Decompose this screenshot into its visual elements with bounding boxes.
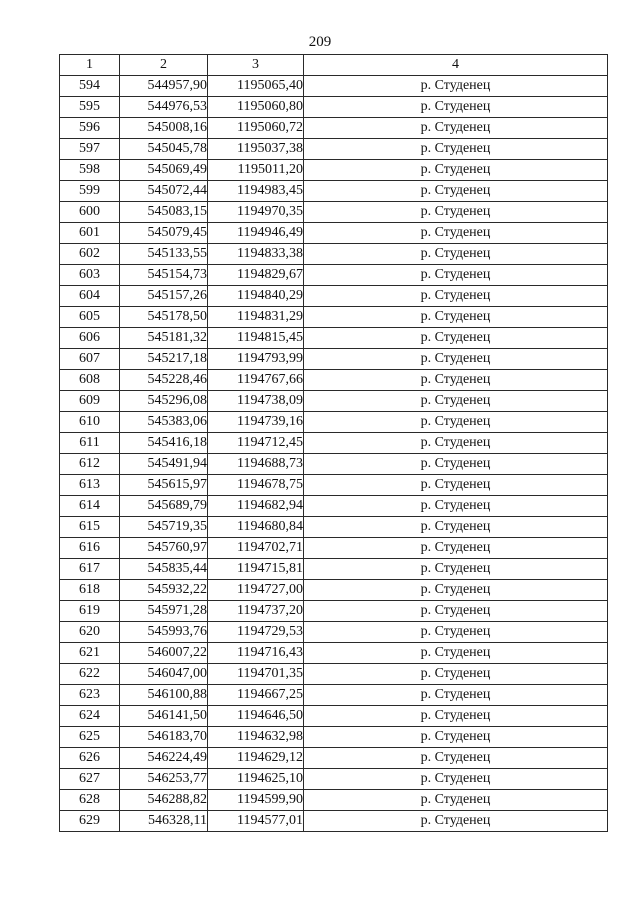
table-row — [60, 811, 608, 832]
y-coordinate-cell: 1194737,20 — [208, 601, 304, 622]
y-coordinate-cell: 1195060,72 — [208, 118, 304, 139]
x-coordinate-cell: 545157,26 — [120, 286, 208, 307]
object-name-cell: р. Студенец — [304, 706, 608, 727]
object-name-cell: р. Студенец — [304, 475, 608, 496]
table-body — [60, 76, 608, 832]
table-row — [60, 496, 608, 517]
object-name-cell: р. Студенец — [304, 286, 608, 307]
table-row — [60, 139, 608, 160]
table-row — [60, 328, 608, 349]
point-number-cell: 614 — [60, 496, 120, 517]
object-name-cell: р. Студенец — [304, 643, 608, 664]
x-coordinate-cell: 545760,97 — [120, 538, 208, 559]
table-row — [60, 559, 608, 580]
point-number-cell: 622 — [60, 664, 120, 685]
point-number-cell: 623 — [60, 685, 120, 706]
point-number-cell: 621 — [60, 643, 120, 664]
point-number-cell: 609 — [60, 391, 120, 412]
y-coordinate-cell: 1194577,01 — [208, 811, 304, 832]
y-coordinate-cell: 1194629,12 — [208, 748, 304, 769]
point-number-cell: 619 — [60, 601, 120, 622]
y-coordinate-cell: 1194767,66 — [208, 370, 304, 391]
object-name-cell: р. Студенец — [304, 76, 608, 97]
point-number-cell: 612 — [60, 454, 120, 475]
y-coordinate-cell: 1194702,71 — [208, 538, 304, 559]
object-name-cell: р. Студенец — [304, 811, 608, 832]
point-number-cell: 628 — [60, 790, 120, 811]
table-row — [60, 580, 608, 601]
object-name-cell: р. Студенец — [304, 391, 608, 412]
table-row — [60, 286, 608, 307]
object-name-cell: р. Студенец — [304, 97, 608, 118]
y-coordinate-cell: 1195060,80 — [208, 97, 304, 118]
x-coordinate-cell: 545181,32 — [120, 328, 208, 349]
object-name-cell: р. Студенец — [304, 370, 608, 391]
table-row — [60, 517, 608, 538]
y-coordinate-cell: 1194680,84 — [208, 517, 304, 538]
y-coordinate-cell: 1194831,29 — [208, 307, 304, 328]
page-number: 209 — [308, 34, 332, 50]
point-number-cell: 594 — [60, 76, 120, 97]
y-coordinate-cell: 1194712,45 — [208, 433, 304, 454]
x-coordinate-cell: 544957,90 — [120, 76, 208, 97]
y-coordinate-cell: 1194970,35 — [208, 202, 304, 223]
object-name-cell: р. Студенец — [304, 685, 608, 706]
x-coordinate-cell: 546007,22 — [120, 643, 208, 664]
y-coordinate-cell: 1195065,40 — [208, 76, 304, 97]
x-coordinate-cell: 545083,15 — [120, 202, 208, 223]
y-coordinate-cell: 1194738,09 — [208, 391, 304, 412]
table-row — [60, 202, 608, 223]
object-name-cell: р. Студенец — [304, 202, 608, 223]
x-coordinate-cell: 545491,94 — [120, 454, 208, 475]
x-coordinate-cell: 545133,55 — [120, 244, 208, 265]
table-row — [60, 265, 608, 286]
table-row — [60, 370, 608, 391]
x-coordinate-cell: 545228,46 — [120, 370, 208, 391]
table-row — [60, 97, 608, 118]
x-coordinate-cell: 545993,76 — [120, 622, 208, 643]
table-row — [60, 412, 608, 433]
point-number-cell: 625 — [60, 727, 120, 748]
table-row — [60, 433, 608, 454]
point-number-cell: 601 — [60, 223, 120, 244]
table-row — [60, 76, 608, 97]
y-coordinate-cell: 1194815,45 — [208, 328, 304, 349]
table-row — [60, 601, 608, 622]
object-name-cell: р. Студенец — [304, 328, 608, 349]
point-number-cell: 618 — [60, 580, 120, 601]
table-header-row — [60, 55, 608, 76]
y-coordinate-cell: 1194678,75 — [208, 475, 304, 496]
y-coordinate-cell: 1194682,94 — [208, 496, 304, 517]
x-coordinate-cell: 546253,77 — [120, 769, 208, 790]
y-coordinate-cell: 1194599,90 — [208, 790, 304, 811]
y-coordinate-cell: 1194701,35 — [208, 664, 304, 685]
y-coordinate-cell: 1194829,67 — [208, 265, 304, 286]
object-name-cell: р. Студенец — [304, 265, 608, 286]
point-number-cell: 615 — [60, 517, 120, 538]
x-coordinate-cell: 545416,18 — [120, 433, 208, 454]
point-number-cell: 599 — [60, 181, 120, 202]
object-name-cell: р. Студенец — [304, 181, 608, 202]
point-number-cell: 620 — [60, 622, 120, 643]
y-coordinate-cell: 1194716,43 — [208, 643, 304, 664]
x-coordinate-cell: 545835,44 — [120, 559, 208, 580]
x-coordinate-cell: 545719,35 — [120, 517, 208, 538]
object-name-cell: р. Студенец — [304, 433, 608, 454]
point-number-cell: 607 — [60, 349, 120, 370]
x-coordinate-cell: 545615,97 — [120, 475, 208, 496]
table-row — [60, 643, 608, 664]
y-coordinate-cell: 1194688,73 — [208, 454, 304, 475]
point-number-cell: 603 — [60, 265, 120, 286]
point-number-cell: 605 — [60, 307, 120, 328]
y-coordinate-cell: 1194946,49 — [208, 223, 304, 244]
point-number-cell: 596 — [60, 118, 120, 139]
y-coordinate-cell: 1194833,38 — [208, 244, 304, 265]
point-number-cell: 611 — [60, 433, 120, 454]
table-row — [60, 622, 608, 643]
object-name-cell: р. Студенец — [304, 559, 608, 580]
x-coordinate-cell: 545154,73 — [120, 265, 208, 286]
column-header-3: 3 — [208, 55, 304, 76]
column-header-2: 2 — [120, 55, 208, 76]
point-number-cell: 602 — [60, 244, 120, 265]
x-coordinate-cell: 545079,45 — [120, 223, 208, 244]
x-coordinate-cell: 546141,50 — [120, 706, 208, 727]
x-coordinate-cell: 545296,08 — [120, 391, 208, 412]
table-row — [60, 475, 608, 496]
x-coordinate-cell: 545932,22 — [120, 580, 208, 601]
y-coordinate-cell: 1194625,10 — [208, 769, 304, 790]
y-coordinate-cell: 1194983,45 — [208, 181, 304, 202]
x-coordinate-cell: 546183,70 — [120, 727, 208, 748]
point-number-cell: 608 — [60, 370, 120, 391]
point-number-cell: 629 — [60, 811, 120, 832]
object-name-cell: р. Студенец — [304, 118, 608, 139]
object-name-cell: р. Студенец — [304, 664, 608, 685]
x-coordinate-cell: 545383,06 — [120, 412, 208, 433]
point-number-cell: 626 — [60, 748, 120, 769]
table-row — [60, 790, 608, 811]
object-name-cell: р. Студенец — [304, 517, 608, 538]
table-row — [60, 223, 608, 244]
table-row — [60, 727, 608, 748]
y-coordinate-cell: 1194667,25 — [208, 685, 304, 706]
table-row — [60, 160, 608, 181]
table-row — [60, 307, 608, 328]
x-coordinate-cell: 545072,44 — [120, 181, 208, 202]
point-number-cell: 613 — [60, 475, 120, 496]
y-coordinate-cell: 1194632,98 — [208, 727, 304, 748]
x-coordinate-cell: 545008,16 — [120, 118, 208, 139]
column-header-1: 1 — [60, 55, 120, 76]
y-coordinate-cell: 1195037,38 — [208, 139, 304, 160]
point-number-cell: 595 — [60, 97, 120, 118]
y-coordinate-cell: 1195011,20 — [208, 160, 304, 181]
table-row — [60, 181, 608, 202]
point-number-cell: 617 — [60, 559, 120, 580]
x-coordinate-cell: 546224,49 — [120, 748, 208, 769]
table-row — [60, 685, 608, 706]
x-coordinate-cell: 546288,82 — [120, 790, 208, 811]
point-number-cell: 600 — [60, 202, 120, 223]
object-name-cell: р. Студенец — [304, 496, 608, 517]
point-number-cell: 627 — [60, 769, 120, 790]
point-number-cell: 604 — [60, 286, 120, 307]
object-name-cell: р. Студенец — [304, 622, 608, 643]
object-name-cell: р. Студенец — [304, 454, 608, 475]
object-name-cell: р. Студенец — [304, 727, 608, 748]
point-number-cell: 598 — [60, 160, 120, 181]
object-name-cell: р. Студенец — [304, 601, 608, 622]
point-number-cell: 597 — [60, 139, 120, 160]
table-row — [60, 349, 608, 370]
x-coordinate-cell: 545217,18 — [120, 349, 208, 370]
y-coordinate-cell: 1194727,00 — [208, 580, 304, 601]
y-coordinate-cell: 1194729,53 — [208, 622, 304, 643]
object-name-cell: р. Студенец — [304, 160, 608, 181]
y-coordinate-cell: 1194739,16 — [208, 412, 304, 433]
x-coordinate-cell: 545971,28 — [120, 601, 208, 622]
table-row — [60, 664, 608, 685]
x-coordinate-cell: 545178,50 — [120, 307, 208, 328]
object-name-cell: р. Студенец — [304, 223, 608, 244]
object-name-cell: р. Студенец — [304, 790, 608, 811]
point-number-cell: 606 — [60, 328, 120, 349]
table-row — [60, 769, 608, 790]
x-coordinate-cell: 546100,88 — [120, 685, 208, 706]
coordinates-table — [59, 54, 608, 832]
y-coordinate-cell: 1194646,50 — [208, 706, 304, 727]
table-row — [60, 538, 608, 559]
point-number-cell: 624 — [60, 706, 120, 727]
x-coordinate-cell: 545069,49 — [120, 160, 208, 181]
x-coordinate-cell: 546328,11 — [120, 811, 208, 832]
table-row — [60, 748, 608, 769]
object-name-cell: р. Студенец — [304, 538, 608, 559]
y-coordinate-cell: 1194840,29 — [208, 286, 304, 307]
x-coordinate-cell: 546047,00 — [120, 664, 208, 685]
table-row — [60, 706, 608, 727]
table-row — [60, 391, 608, 412]
point-number-cell: 610 — [60, 412, 120, 433]
column-header-4: 4 — [304, 55, 608, 76]
object-name-cell: р. Студенец — [304, 244, 608, 265]
object-name-cell: р. Студенец — [304, 307, 608, 328]
x-coordinate-cell: 545689,79 — [120, 496, 208, 517]
table-row — [60, 454, 608, 475]
table-row — [60, 118, 608, 139]
x-coordinate-cell: 544976,53 — [120, 97, 208, 118]
object-name-cell: р. Студенец — [304, 748, 608, 769]
object-name-cell: р. Студенец — [304, 139, 608, 160]
table-row — [60, 244, 608, 265]
point-number-cell: 616 — [60, 538, 120, 559]
x-coordinate-cell: 545045,78 — [120, 139, 208, 160]
object-name-cell: р. Студенец — [304, 412, 608, 433]
object-name-cell: р. Студенец — [304, 349, 608, 370]
object-name-cell: р. Студенец — [304, 580, 608, 601]
y-coordinate-cell: 1194793,99 — [208, 349, 304, 370]
y-coordinate-cell: 1194715,81 — [208, 559, 304, 580]
object-name-cell: р. Студенец — [304, 769, 608, 790]
